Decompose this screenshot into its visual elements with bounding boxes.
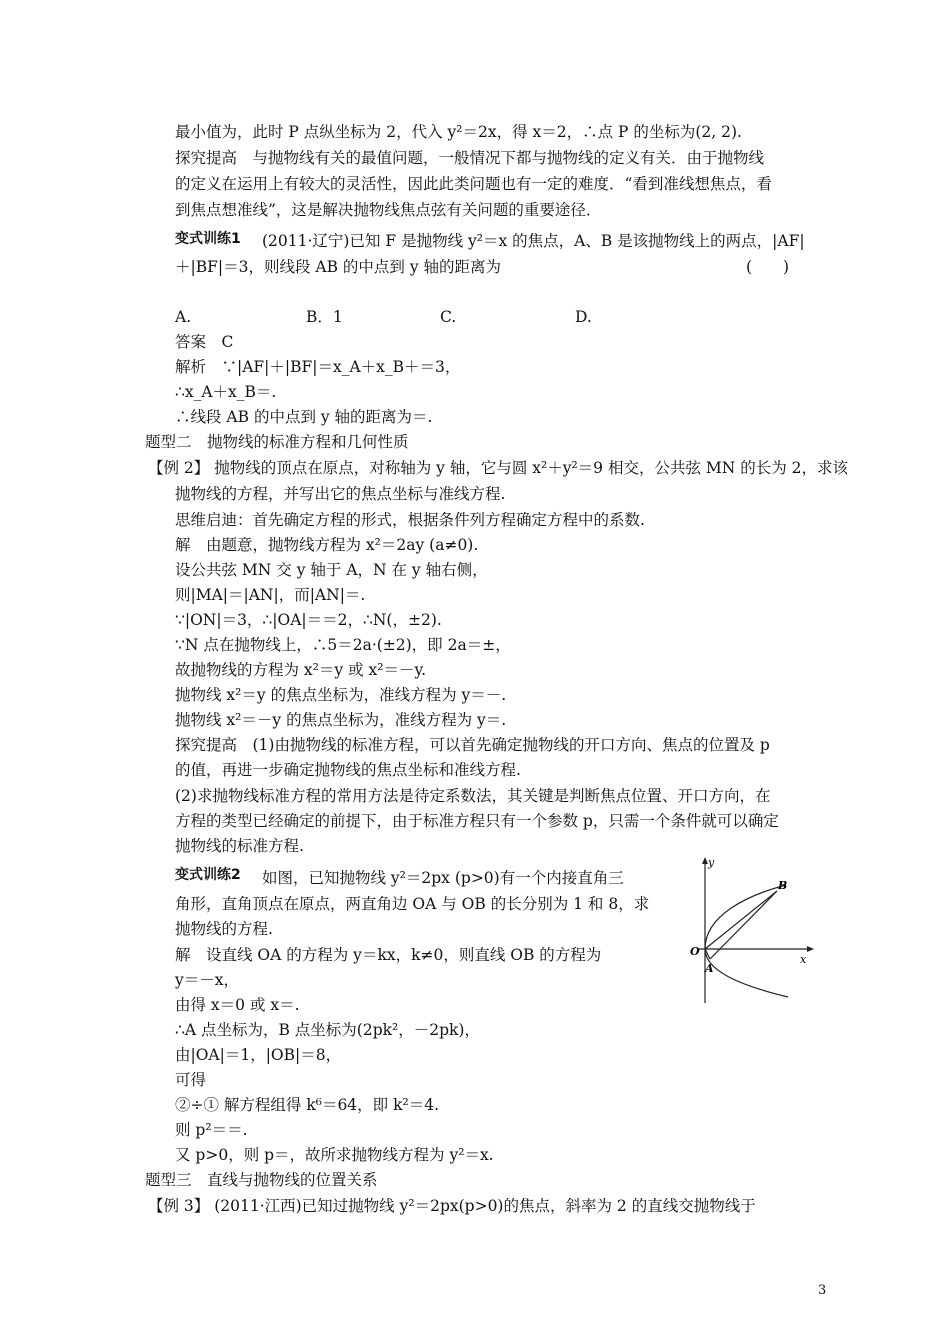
text-line: 解 由题意，抛物线方程为 x²＝2ay (a≠0).: [175, 536, 479, 554]
text-line: 则 p²＝＝.: [175, 1121, 248, 1139]
text-line: 抛物线 x²＝y 的焦点坐标为，准线方程为 y＝－.: [175, 686, 507, 704]
text-line: 抛物线的方程.: [175, 920, 273, 938]
text-line: 的值，再进一步确定抛物线的焦点坐标和准线方程.: [175, 761, 521, 779]
text-line: 答案 C: [175, 333, 234, 351]
text-line: 解 设直线 OA 的方程为 y＝kx，k≠0，则直线 OB 的方程为: [175, 946, 602, 964]
option-d: D.: [575, 308, 592, 326]
x-axis-label: x: [800, 953, 807, 966]
variant-label-1: 变式训练1: [175, 231, 241, 247]
text-line: 最小值为，此时 P 点纵坐标为 2，代入 y²＝2x，得 x＝2，∴点 P 的坐标为(2, 2).: [175, 123, 742, 141]
segment-ob: [705, 891, 777, 949]
option-b: B．1: [306, 308, 343, 326]
text-line: 抛物线 x²＝－y 的焦点坐标为，准线方程为 y＝.: [175, 711, 507, 729]
text-line: 的定义在运用上有较大的灵活性，因此此类问题也有一定的难度．“看到准线想焦点，看: [175, 175, 772, 193]
text-line: ②÷① 解方程组得 k⁶＝64，即 k²＝4.: [175, 1096, 439, 1114]
text-line: 设公共弦 MN 交 y 轴于 A，N 在 y 轴右侧，: [175, 561, 488, 579]
text-line: ＋|BF|＝3，则线段 AB 的中点到 y 轴的距离为: [175, 258, 502, 276]
text-line: y＝－x，: [175, 971, 239, 989]
text-line: (2)求抛物线标准方程的常用方法是待定系数法，其关键是判断焦点位置、开口方向，在: [175, 787, 771, 805]
text-line: ∴x_A＋x_B＝.: [175, 383, 277, 401]
option-c: C.: [440, 308, 457, 326]
text-line: 探究提高 (1)由抛物线的标准方程，可以首先确定抛物线的开口方向、焦点的位置及 p: [175, 736, 770, 754]
option-a: A.: [175, 308, 192, 326]
parabola-lower-branch: [705, 949, 788, 997]
page-number: 3: [818, 1283, 827, 1298]
text-line: 题型三 直线与抛物线的位置关系: [145, 1171, 378, 1189]
text-line: 【例 3】 (2011·江西)已知过抛物线 y²＝2px(p>0)的焦点，斜率为 2 的直线交抛物线于: [148, 1197, 756, 1215]
answer-paren: ( ): [746, 258, 790, 276]
text-line: (2011·辽宁)已知 F 是抛物线 y²＝x 的焦点，A、B 是该抛物线上的两点，|AF|: [262, 232, 805, 250]
text-line: 解析 ∵|AF|＋|BF|＝x_A＋x_B＋＝3，: [175, 358, 461, 376]
text-line: 由得 x＝0 或 x＝.: [175, 996, 300, 1014]
text-line: 如图，已知抛物线 y²＝2px (p>0)有一个内接直角三: [262, 869, 624, 887]
point-a-label: A: [705, 962, 714, 975]
variant-label-2: 变式训练2: [175, 867, 241, 883]
text-line: 故抛物线的方程为 x²＝y 或 x²＝－y.: [175, 661, 427, 679]
text-line: 思维启迪：首先确定方程的形式，根据条件列方程确定方程中的系数.: [175, 511, 645, 529]
text-line: 则|MA|＝|AN|，而|AN|＝.: [175, 586, 366, 604]
text-line: 方程的类型已经确定的前提下，由于标准方程只有一个参数 p，只需一个条件就可以确定: [175, 812, 779, 830]
text-line: 题型二 抛物线的标准方程和几何性质: [145, 433, 409, 451]
y-axis-label: y: [708, 856, 715, 869]
text-line: ∵N 点在抛物线上，∴5＝2a·(±2)，即 2a＝±，: [175, 636, 511, 654]
text-line: 角形，直角顶点在原点，两直角边 OA 与 OB 的长分别为 1 和 8，求: [175, 895, 650, 913]
text-line: 可得: [175, 1071, 207, 1089]
text-line: 抛物线的方程，并写出它的焦点坐标与准线方程.: [175, 485, 506, 503]
text-line: 抛物线的标准方程.: [175, 837, 304, 855]
text-line: 探究提高 与抛物线有关的最值问题，一般情况下都与抛物线的定义有关．由于抛物线: [175, 149, 765, 167]
text-line: ∴A 点坐标为，B 点坐标为(2pk²，－2pk)，: [175, 1021, 480, 1039]
text-line: 【例 2】 抛物线的顶点在原点，对称轴为 y 轴，它与圆 x²＋y²＝9 相交，公共弦 MN 的长为 2，求该: [148, 459, 849, 477]
parabola-figure: [668, 855, 818, 1005]
x-axis-arrow-icon: [807, 946, 814, 952]
text-line: ∴线段 AB 的中点到 y 轴的距离为＝.: [175, 408, 433, 426]
text-line: 到焦点想准线”，这是解决抛物线焦点弦有关问题的重要途径．: [175, 201, 602, 219]
text-line: ∵|ON|＝3，∴|OA|＝＝2，∴N(，±2).: [175, 611, 442, 629]
text-line: 又 p>0，则 p＝，故所求抛物线方程为 y²＝x.: [175, 1146, 494, 1164]
text-line: 由|OA|＝1，|OB|＝8，: [175, 1046, 342, 1064]
origin-label: O: [690, 945, 700, 958]
point-b-label: B: [778, 879, 788, 892]
